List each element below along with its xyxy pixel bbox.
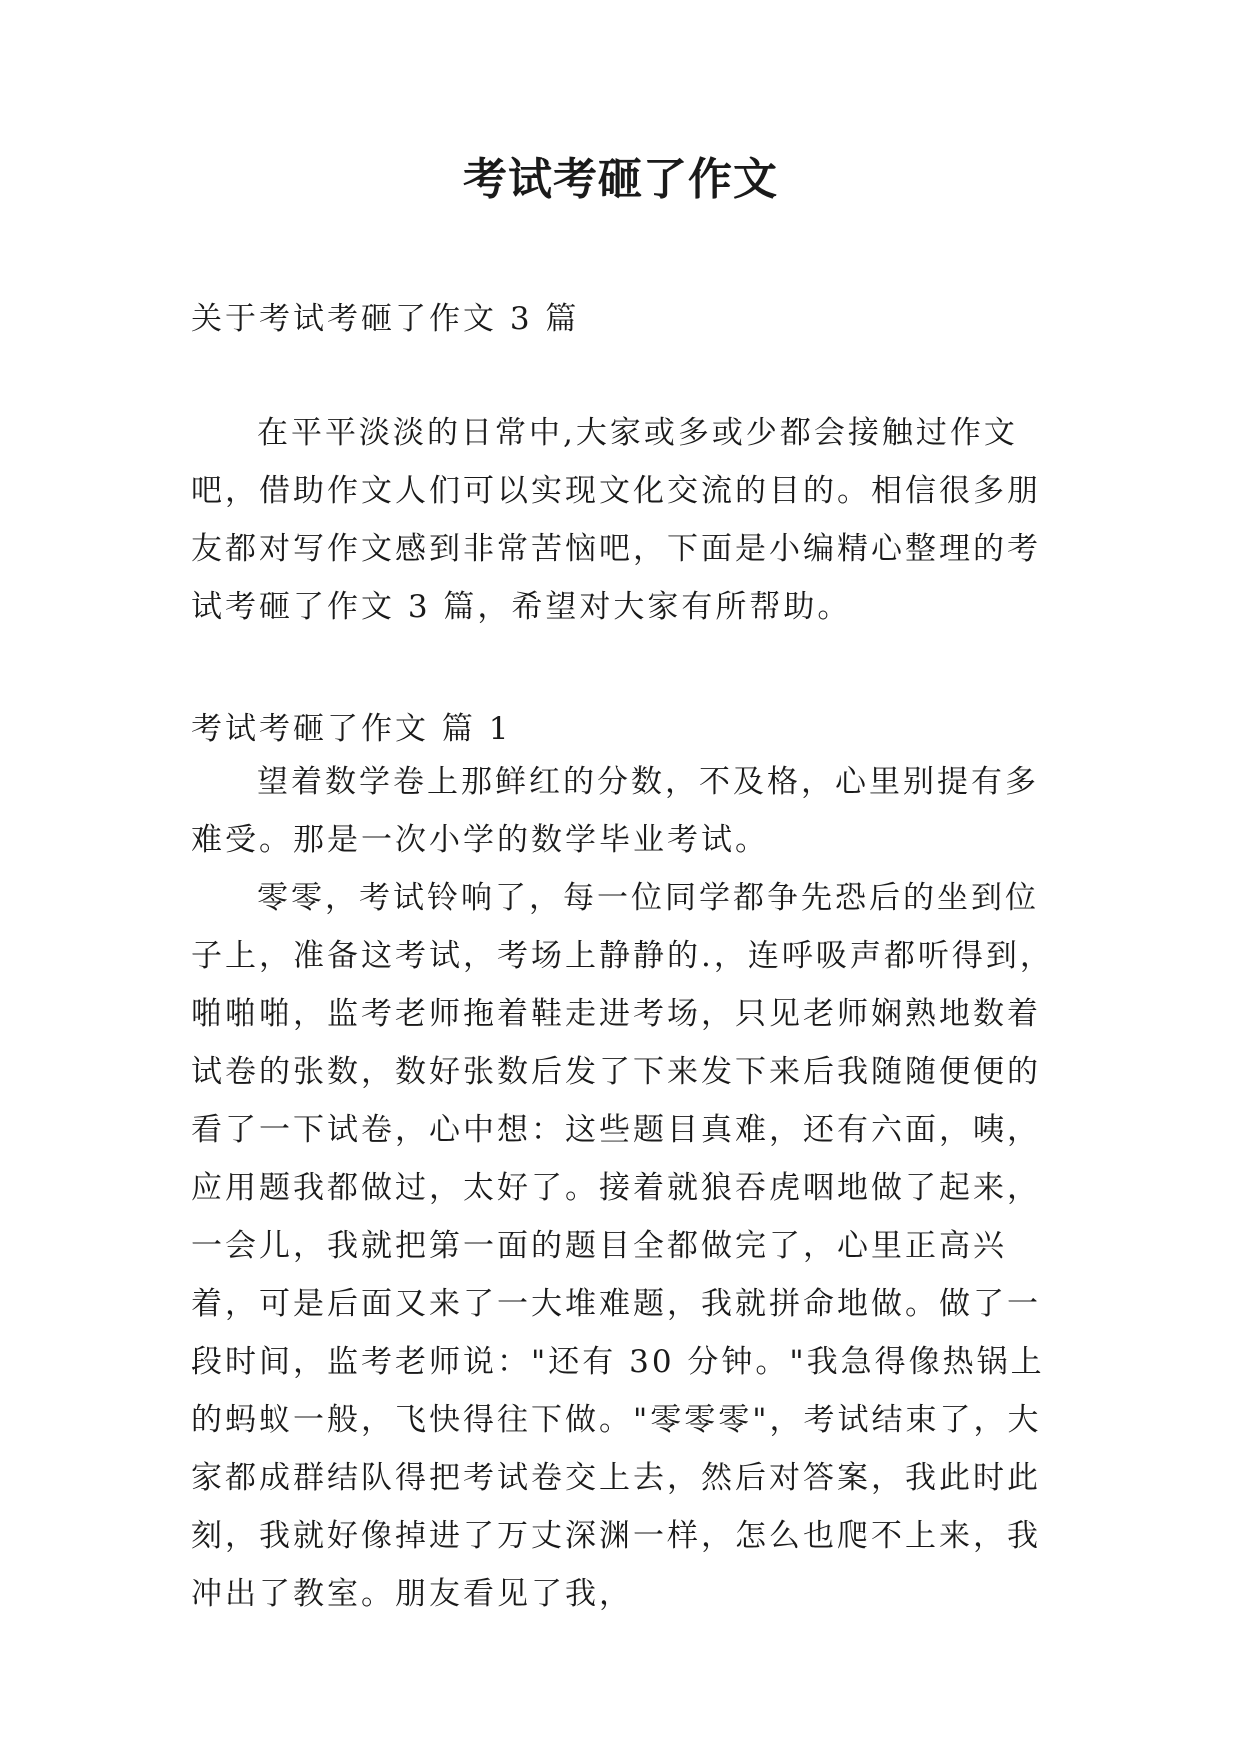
section-heading: 考试考砸了作文 篇 1 — [191, 711, 512, 747]
essay-paragraph-2: 零零，考试铃响了，每一位同学都争先恐后的坐到位子上，准备这考试，考场上静静的.，连呼吸声都听得到，啪啪啪，监考老师拖着鞋走进考场，只见老师娴熟地数着试卷的张数，数好张数后发了下来发下来后我随随便便的看了一下试卷，心中想：这些题目真难，还有六面，咦，应用题我都做过，太好了。接着就狼吞虎咽地做了起来，一会儿，我就把第一面的题目全都做完了，心里正高兴着，可是后面又来了一大堆难题，我就拼命地做。做了一段时间，监考老师说："还有 30 分钟。"我急得像热锅上的蚂蚁一般，飞快得往下做。"零零零"，考试结束了，大家都成群结队得把考试卷交上去，然后对答案，我此时此刻，我就好像掉进了万丈深渊一样，怎么也爬不上来，我冲出了教室。朋友看见了我， — [191, 880, 1054, 1612]
essay-paragraph-1: 望着数学卷上那鲜红的分数，不及格，心里别提有多难受。那是一次小学的数学毕业考试。 — [191, 764, 1039, 858]
essay-body — [191, 753, 1055, 1623]
document-subtitle: 关于考试考砸了作文 3 篇 — [191, 301, 580, 337]
document-title: 考试考砸了作文 — [463, 154, 778, 205]
intro-paragraph: 在平平淡淡的日常中,大家或多或少都会接触过作文吧，借助作文人们可以实现文化交流的目的。相信很多朋友都对写作文感到非常苦恼吧，下面是小编精心整理的考试考砸了作文 3 篇，希望对大家有所帮助。 — [191, 415, 1041, 625]
